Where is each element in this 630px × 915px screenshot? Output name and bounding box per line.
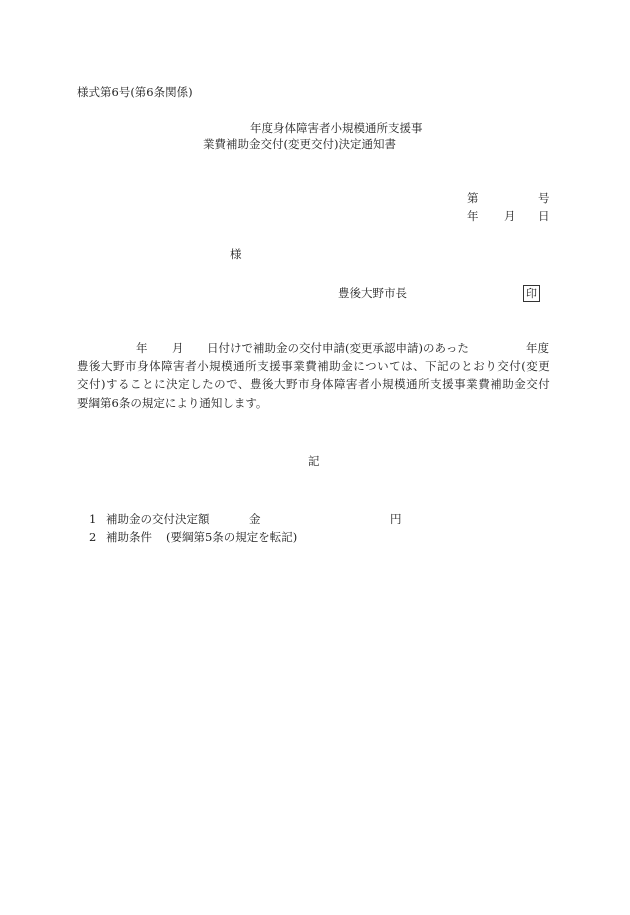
body-month: 月 [172,341,184,355]
body-year: 年 [136,341,148,355]
date-month: 月 [504,209,516,223]
doc-number-go: 号 [538,191,550,205]
item-2-note: (要綱第5条の規定を転記) [166,530,298,544]
recipient-suffix: 様 [230,247,242,261]
body-fiscal-year: 年度 [526,341,549,355]
form-number: 様式第6号(第6条関係) [77,85,193,99]
item-1-number: 1 [89,512,97,526]
title-line-1: 年度身体障害者小規模通所支援事 [250,121,423,135]
date-day: 日 [538,209,550,223]
date-year: 年 [467,209,479,223]
body-line-1-text: 日付けで補助金の交付申請(変更承認申請)のあった [207,341,469,355]
seal-mark: 印 [523,285,540,302]
title-line-2: 業費補助金交付(変更交付)決定通知書 [203,137,396,151]
body-line-2: 豊後大野市身体障害者小規模通所支援事業費補助金については、下記のとおり交付(変更 [77,359,551,373]
body-line-3: 交付)することに決定したので、豊後大野市身体障害者小規模通所支援事業費補助金交付 [77,377,551,391]
issuer-name: 豊後大野市長 [338,286,407,300]
ki-heading: 記 [308,454,320,468]
item-1-en: 円 [390,512,402,526]
body-line-4: 要綱第6条の規定により通知します。 [77,396,268,410]
item-2-number: 2 [89,530,97,544]
item-2-label: 補助条件 [106,530,152,544]
item-1-label: 補助金の交付決定額 [106,512,210,526]
item-1-kin: 金 [249,512,261,526]
doc-number-dai: 第 [467,191,479,205]
